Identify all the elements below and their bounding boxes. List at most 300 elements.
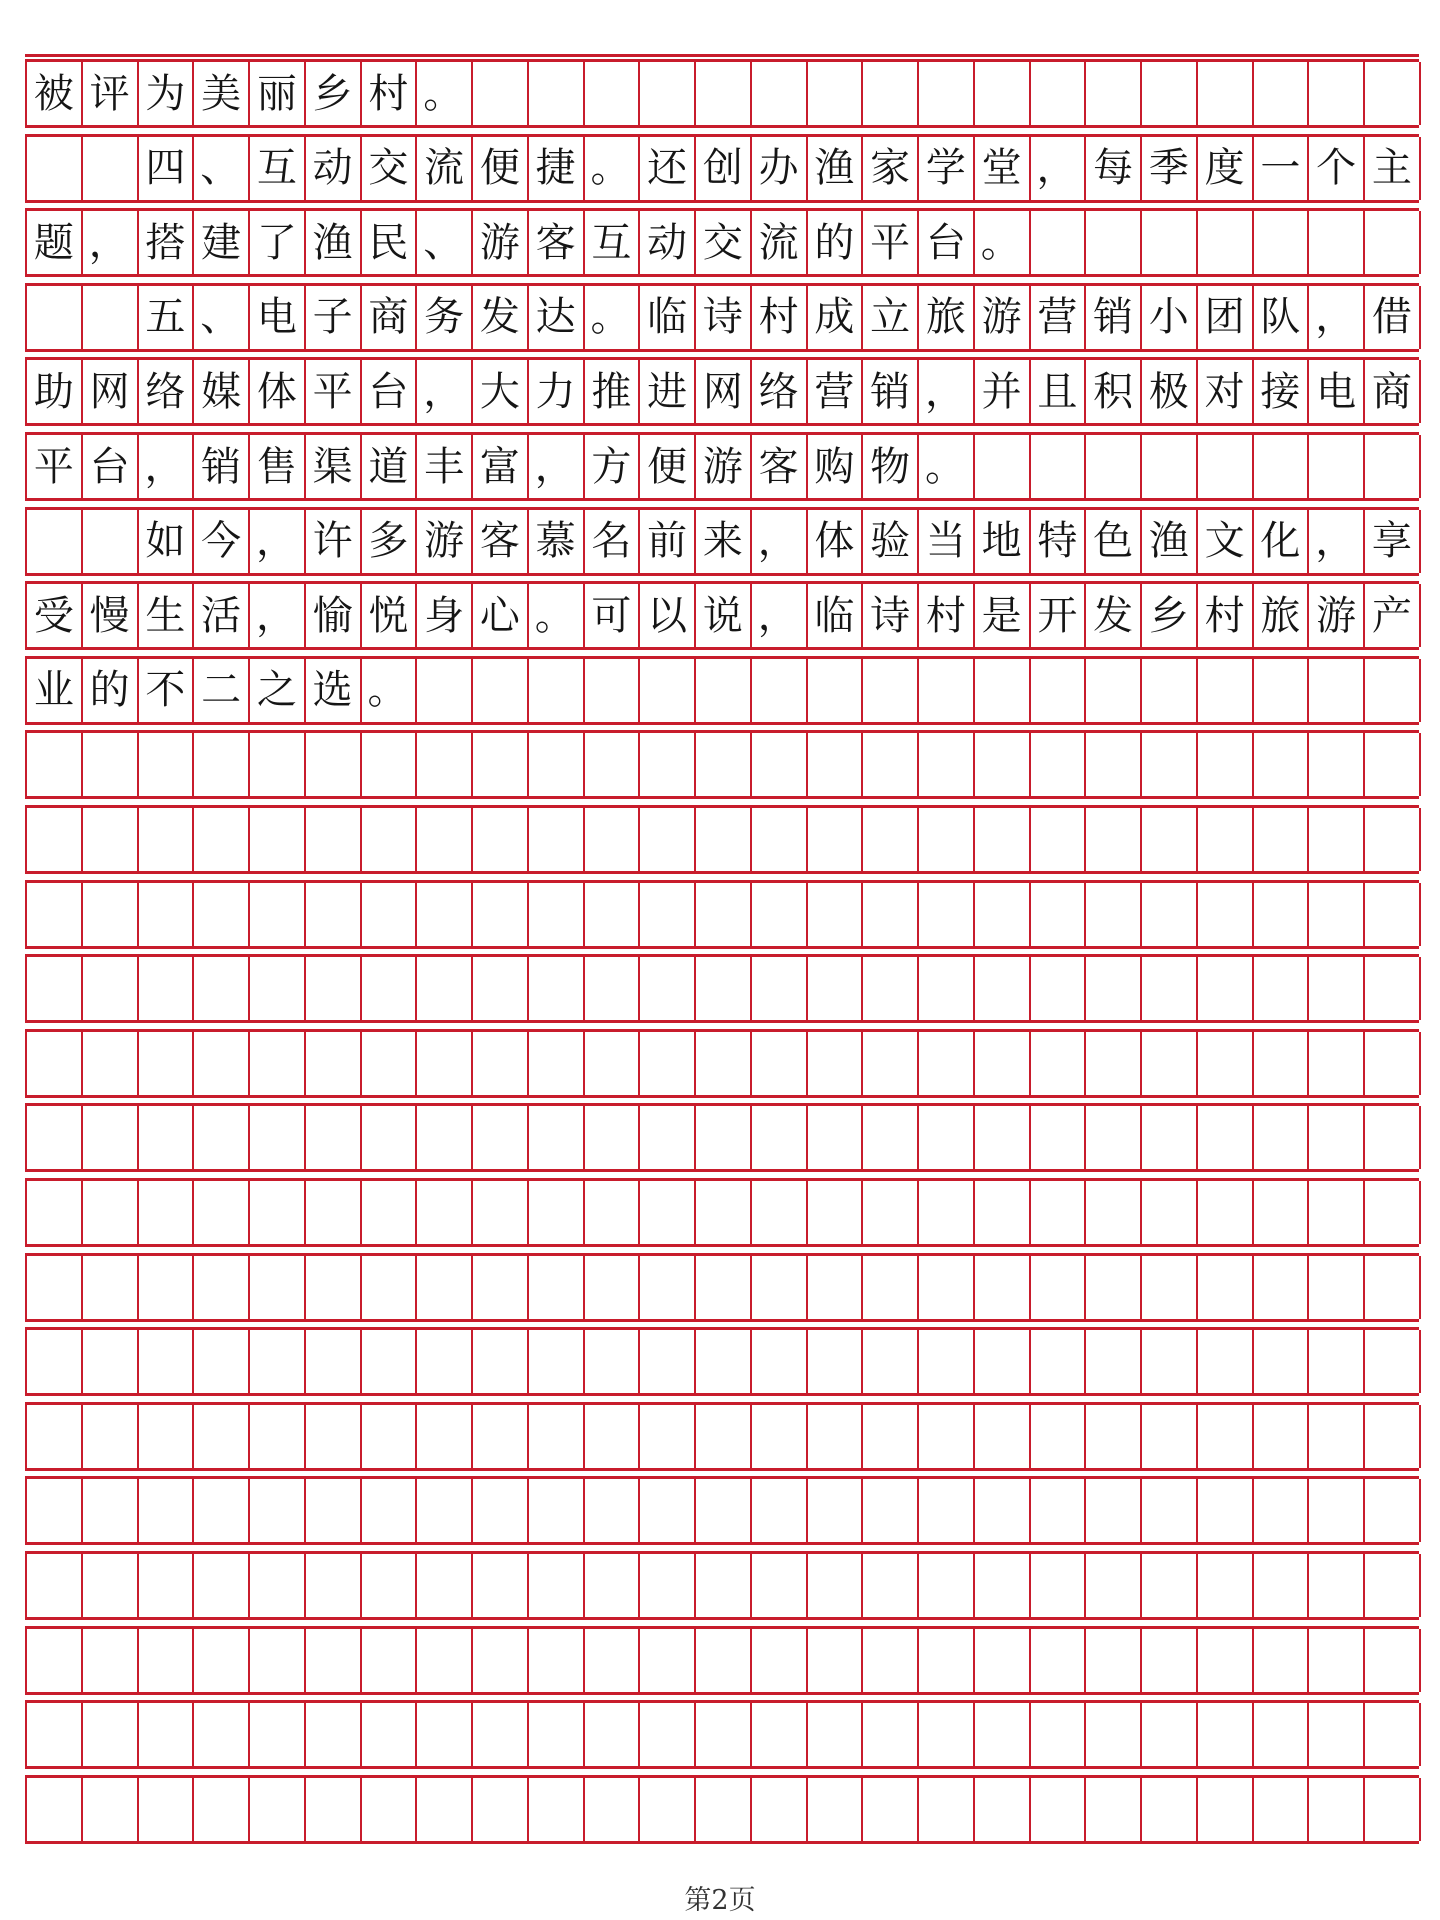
grid-cell-empty bbox=[1198, 1554, 1254, 1617]
grid-char: 方 bbox=[585, 435, 641, 498]
grid-char: 小 bbox=[1142, 286, 1198, 349]
grid-cell-empty bbox=[1142, 1629, 1198, 1692]
grid-char: 乡 bbox=[306, 62, 362, 125]
grid-char: 学 bbox=[919, 137, 975, 200]
grid-cell-empty bbox=[1086, 1703, 1142, 1766]
grid-row bbox=[25, 510, 1419, 573]
grid-char: 可 bbox=[585, 584, 641, 647]
grid-cell-empty bbox=[640, 883, 696, 946]
grid-cell-empty bbox=[752, 1032, 808, 1095]
grid-cell-empty bbox=[417, 1330, 473, 1393]
grid-cell-empty bbox=[306, 1106, 362, 1169]
grid-cell-empty bbox=[975, 1181, 1031, 1244]
grid-char: 络 bbox=[139, 360, 195, 423]
grid-cell-empty bbox=[529, 1405, 585, 1468]
grid-row-rule bbox=[25, 1476, 1419, 1479]
grid-char: 道 bbox=[362, 435, 418, 498]
grid-cell-empty bbox=[306, 1778, 362, 1841]
grid-cell-empty bbox=[139, 1778, 195, 1841]
grid-cell-empty bbox=[1086, 1032, 1142, 1095]
grid-cell-empty bbox=[1198, 1032, 1254, 1095]
grid-cell-empty bbox=[863, 1554, 919, 1617]
grid-row bbox=[25, 1405, 1419, 1468]
grid-cell-empty bbox=[529, 808, 585, 871]
grid-cell-empty bbox=[919, 1479, 975, 1542]
grid-char: 主 bbox=[1365, 137, 1421, 200]
grid-row-rule bbox=[25, 880, 1419, 883]
grid-char: 媒 bbox=[194, 360, 250, 423]
grid-cell-empty bbox=[752, 957, 808, 1020]
grid-char: ， bbox=[250, 584, 306, 647]
grid-char: 客 bbox=[473, 510, 529, 573]
grid-cell-empty bbox=[1309, 1703, 1365, 1766]
grid-cell-empty bbox=[194, 1479, 250, 1542]
grid-cell-empty bbox=[1365, 1405, 1421, 1468]
grid-cell-empty bbox=[1086, 733, 1142, 796]
grid-char: 渔 bbox=[1142, 510, 1198, 573]
grid-cell-empty bbox=[194, 1106, 250, 1169]
grid-row-rule bbox=[25, 1319, 1419, 1322]
grid-char: 力 bbox=[529, 360, 585, 423]
grid-row-rule bbox=[25, 1626, 1419, 1629]
grid-cell-empty bbox=[417, 1479, 473, 1542]
grid-char: 售 bbox=[250, 435, 306, 498]
grid-char: 、 bbox=[194, 137, 250, 200]
grid-row-rule bbox=[25, 946, 1419, 949]
grid-cell-empty bbox=[1142, 1256, 1198, 1319]
grid-char: 。 bbox=[362, 659, 418, 722]
grid-cell-empty bbox=[752, 1181, 808, 1244]
grid-cell-empty bbox=[808, 1330, 864, 1393]
grid-cell-empty bbox=[863, 659, 919, 722]
grid-cell-empty bbox=[585, 1256, 641, 1319]
grid-cell-empty bbox=[808, 659, 864, 722]
grid-cell-empty bbox=[250, 1405, 306, 1468]
grid-char: 度 bbox=[1198, 137, 1254, 200]
grid-char: 互 bbox=[250, 137, 306, 200]
grid-char: 文 bbox=[1198, 510, 1254, 573]
grid-cell-empty bbox=[1142, 1554, 1198, 1617]
composition-grid-paper bbox=[25, 54, 1419, 1867]
grid-cell-empty bbox=[417, 733, 473, 796]
grid-char: 渔 bbox=[306, 211, 362, 274]
grid-cell-empty bbox=[975, 62, 1031, 125]
grid-cell-empty bbox=[194, 733, 250, 796]
grid-cell-empty bbox=[83, 733, 139, 796]
grid-char: 特 bbox=[1031, 510, 1087, 573]
grid-cell-empty bbox=[27, 733, 83, 796]
grid-cell-empty bbox=[417, 883, 473, 946]
grid-row bbox=[25, 1181, 1419, 1244]
grid-cell-empty bbox=[417, 1405, 473, 1468]
grid-cell-empty bbox=[473, 1405, 529, 1468]
grid-cell-empty bbox=[1254, 1106, 1310, 1169]
grid-row bbox=[25, 211, 1419, 274]
grid-char: ， bbox=[1031, 137, 1087, 200]
grid-char: 极 bbox=[1142, 360, 1198, 423]
grid-cell-empty bbox=[473, 1032, 529, 1095]
grid-cell-empty bbox=[975, 1405, 1031, 1468]
grid-cell-empty bbox=[250, 1330, 306, 1393]
grid-cell-empty bbox=[585, 883, 641, 946]
grid-cell-empty bbox=[919, 62, 975, 125]
grid-cell-empty bbox=[1254, 1330, 1310, 1393]
grid-char: 交 bbox=[362, 137, 418, 200]
grid-row-rule bbox=[25, 432, 1419, 435]
grid-cell-empty bbox=[250, 1106, 306, 1169]
grid-cell-empty bbox=[696, 1256, 752, 1319]
grid-cell-empty bbox=[1309, 1106, 1365, 1169]
grid-char: 客 bbox=[752, 435, 808, 498]
grid-cell-empty bbox=[83, 1703, 139, 1766]
grid-cell-empty bbox=[1254, 435, 1310, 498]
grid-cell-empty bbox=[473, 883, 529, 946]
grid-cell-empty bbox=[1142, 733, 1198, 796]
grid-cell-empty bbox=[306, 808, 362, 871]
grid-char: 发 bbox=[473, 286, 529, 349]
grid-cell-empty bbox=[585, 1778, 641, 1841]
grid-cell-empty bbox=[975, 1106, 1031, 1169]
grid-cell-empty bbox=[83, 883, 139, 946]
page-number: 第2页 bbox=[684, 1885, 756, 1916]
grid-cell-empty bbox=[1142, 659, 1198, 722]
grid-char: 当 bbox=[919, 510, 975, 573]
grid-cell-empty bbox=[139, 883, 195, 946]
grid-cell-empty bbox=[696, 1032, 752, 1095]
grid-char: 台 bbox=[362, 360, 418, 423]
grid-cell-empty bbox=[585, 62, 641, 125]
grid-char: 队 bbox=[1254, 286, 1310, 349]
grid-row-rule bbox=[25, 647, 1419, 650]
grid-cell-empty bbox=[1365, 808, 1421, 871]
grid-char: 开 bbox=[1031, 584, 1087, 647]
grid-cell-empty bbox=[919, 883, 975, 946]
grid-cell-empty bbox=[1198, 1330, 1254, 1393]
grid-cell-empty bbox=[808, 1629, 864, 1692]
grid-cell-empty bbox=[752, 1479, 808, 1542]
grid-char: 堂 bbox=[975, 137, 1031, 200]
grid-cell-empty bbox=[1365, 1330, 1421, 1393]
grid-cell-empty bbox=[473, 62, 529, 125]
grid-cell-empty bbox=[1142, 1703, 1198, 1766]
grid-cell-empty bbox=[362, 883, 418, 946]
grid-char: 旅 bbox=[1254, 584, 1310, 647]
grid-char: 民 bbox=[362, 211, 418, 274]
grid-cell-empty bbox=[1309, 435, 1365, 498]
grid-cell-empty bbox=[529, 883, 585, 946]
grid-cell-empty bbox=[1365, 957, 1421, 1020]
grid-row bbox=[25, 957, 1419, 1020]
grid-cell-empty bbox=[473, 957, 529, 1020]
grid-cell-empty bbox=[1198, 1703, 1254, 1766]
grid-row-rule bbox=[25, 805, 1419, 808]
grid-char: ， bbox=[529, 435, 585, 498]
grid-cell-empty bbox=[640, 1330, 696, 1393]
grid-cell-empty bbox=[1031, 1181, 1087, 1244]
grid-cell-empty bbox=[306, 1405, 362, 1468]
grid-char: 平 bbox=[863, 211, 919, 274]
grid-char: 子 bbox=[306, 286, 362, 349]
grid-char: 网 bbox=[696, 360, 752, 423]
grid-cell-empty bbox=[529, 1554, 585, 1617]
grid-cell-empty bbox=[975, 957, 1031, 1020]
grid-char: 以 bbox=[640, 584, 696, 647]
grid-row-rule bbox=[25, 1020, 1419, 1023]
grid-char: 愉 bbox=[306, 584, 362, 647]
grid-char: 五 bbox=[139, 286, 195, 349]
grid-cell-empty bbox=[306, 1479, 362, 1542]
grid-row-rule bbox=[25, 134, 1419, 137]
grid-char: 游 bbox=[696, 435, 752, 498]
grid-char: 悦 bbox=[362, 584, 418, 647]
grid-char: 渔 bbox=[808, 137, 864, 200]
grid-cell-empty bbox=[1309, 1330, 1365, 1393]
grid-cell-empty bbox=[640, 1106, 696, 1169]
grid-cell-empty bbox=[306, 1181, 362, 1244]
grid-char: 是 bbox=[975, 584, 1031, 647]
grid-char: 助 bbox=[27, 360, 83, 423]
grid-cell-empty bbox=[585, 1405, 641, 1468]
grid-cell-empty bbox=[640, 62, 696, 125]
grid-cell-empty bbox=[640, 1703, 696, 1766]
grid-cell-empty bbox=[975, 1256, 1031, 1319]
grid-cell-empty bbox=[83, 137, 139, 200]
grid-char: 动 bbox=[640, 211, 696, 274]
grid-cell-empty bbox=[250, 1629, 306, 1692]
grid-row-rule bbox=[25, 200, 1419, 203]
grid-cell-empty bbox=[362, 733, 418, 796]
grid-cell-empty bbox=[362, 1405, 418, 1468]
grid-cell-empty bbox=[863, 1629, 919, 1692]
grid-cell-empty bbox=[808, 1778, 864, 1841]
grid-cell-empty bbox=[975, 1778, 1031, 1841]
grid-cell-empty bbox=[306, 1554, 362, 1617]
grid-cell-empty bbox=[808, 957, 864, 1020]
grid-row-rule bbox=[25, 1178, 1419, 1181]
grid-char: 游 bbox=[1309, 584, 1365, 647]
grid-cell-empty bbox=[808, 1181, 864, 1244]
grid-cell-empty bbox=[529, 62, 585, 125]
grid-char: 家 bbox=[863, 137, 919, 200]
grid-char: 村 bbox=[752, 286, 808, 349]
grid-cell-empty bbox=[1309, 211, 1365, 274]
grid-cell-empty bbox=[83, 957, 139, 1020]
grid-cell-empty bbox=[696, 1405, 752, 1468]
grid-row-rule bbox=[25, 1253, 1419, 1256]
grid-cell-empty bbox=[27, 808, 83, 871]
grid-row-rule bbox=[25, 357, 1419, 360]
grid-char: ， bbox=[1309, 286, 1365, 349]
grid-char: 前 bbox=[640, 510, 696, 573]
grid-cell-empty bbox=[1031, 1703, 1087, 1766]
grid-row-rule bbox=[25, 954, 1419, 957]
grid-cell-empty bbox=[585, 1330, 641, 1393]
grid-char: 村 bbox=[362, 62, 418, 125]
grid-cell-empty bbox=[752, 808, 808, 871]
grid-cell-empty bbox=[752, 659, 808, 722]
grid-char: 成 bbox=[808, 286, 864, 349]
grid-cell-empty bbox=[83, 1032, 139, 1095]
grid-char: 美 bbox=[194, 62, 250, 125]
grid-char: 诗 bbox=[863, 584, 919, 647]
grid-cell-empty bbox=[1031, 659, 1087, 722]
grid-cell-empty bbox=[696, 957, 752, 1020]
grid-cell-empty bbox=[1086, 659, 1142, 722]
grid-cell-empty bbox=[1309, 1256, 1365, 1319]
grid-cell-empty bbox=[975, 1554, 1031, 1617]
grid-cell-empty bbox=[1198, 211, 1254, 274]
grid-cell-empty bbox=[1365, 62, 1421, 125]
grid-cell-empty bbox=[808, 1554, 864, 1617]
grid-row-rule bbox=[25, 796, 1419, 799]
grid-char: 选 bbox=[306, 659, 362, 722]
grid-cell-empty bbox=[473, 808, 529, 871]
grid-cell-empty bbox=[306, 883, 362, 946]
grid-cell-empty bbox=[1365, 1554, 1421, 1617]
grid-char: 二 bbox=[194, 659, 250, 722]
grid-cell-empty bbox=[808, 1256, 864, 1319]
grid-cell-empty bbox=[1198, 1778, 1254, 1841]
grid-char: 办 bbox=[752, 137, 808, 200]
grid-cell-empty bbox=[1365, 883, 1421, 946]
grid-cell-empty bbox=[1086, 1181, 1142, 1244]
grid-char: 销 bbox=[1086, 286, 1142, 349]
grid-cell-empty bbox=[1254, 1256, 1310, 1319]
grid-cell-empty bbox=[808, 808, 864, 871]
grid-char: 。 bbox=[417, 62, 473, 125]
grid-char: ， bbox=[417, 360, 473, 423]
grid-cell-empty bbox=[1031, 1405, 1087, 1468]
grid-char: ， bbox=[1309, 510, 1365, 573]
grid-cell-empty bbox=[1142, 808, 1198, 871]
grid-cell-empty bbox=[27, 286, 83, 349]
grid-row-rule bbox=[25, 871, 1419, 874]
grid-char: 之 bbox=[250, 659, 306, 722]
grid-cell-empty bbox=[1086, 1405, 1142, 1468]
grid-cell-empty bbox=[696, 1479, 752, 1542]
grid-char: 销 bbox=[863, 360, 919, 423]
grid-char: 题 bbox=[27, 211, 83, 274]
grid-cell-empty bbox=[139, 957, 195, 1020]
grid-cell-empty bbox=[808, 1032, 864, 1095]
grid-cell-empty bbox=[752, 1554, 808, 1617]
grid-char: 团 bbox=[1198, 286, 1254, 349]
grid-cell-empty bbox=[1365, 1106, 1421, 1169]
grid-cell-empty bbox=[696, 1181, 752, 1244]
grid-char: 积 bbox=[1086, 360, 1142, 423]
grid-cell-empty bbox=[1086, 1629, 1142, 1692]
grid-cell-empty bbox=[585, 659, 641, 722]
grid-cell-empty bbox=[250, 1181, 306, 1244]
grid-cell-empty bbox=[808, 1703, 864, 1766]
grid-row bbox=[25, 1554, 1419, 1617]
grid-row-rule bbox=[25, 1841, 1419, 1844]
grid-cell-empty bbox=[640, 1629, 696, 1692]
grid-cell-empty bbox=[139, 1330, 195, 1393]
grid-char: 许 bbox=[306, 510, 362, 573]
grid-row-rule bbox=[25, 1700, 1419, 1703]
grid-cell-empty bbox=[1254, 62, 1310, 125]
grid-cell-empty bbox=[1142, 957, 1198, 1020]
grid-cell-empty bbox=[1086, 1256, 1142, 1319]
grid-cell-empty bbox=[1365, 211, 1421, 274]
grid-cell-empty bbox=[83, 1256, 139, 1319]
grid-char: 游 bbox=[473, 211, 529, 274]
grid-char: 且 bbox=[1031, 360, 1087, 423]
grid-cell-empty bbox=[640, 659, 696, 722]
grid-cell-empty bbox=[863, 1032, 919, 1095]
grid-row-rule bbox=[25, 722, 1419, 725]
grid-cell-empty bbox=[194, 1405, 250, 1468]
grid-cell-empty bbox=[863, 733, 919, 796]
grid-row-rule bbox=[25, 274, 1419, 277]
grid-cell-empty bbox=[194, 1256, 250, 1319]
grid-char: 说 bbox=[696, 584, 752, 647]
grid-row-rule bbox=[25, 1103, 1419, 1106]
grid-cell-empty bbox=[1031, 1629, 1087, 1692]
grid-char: 色 bbox=[1086, 510, 1142, 573]
grid-cell-empty bbox=[250, 808, 306, 871]
grid-cell-empty bbox=[1365, 1703, 1421, 1766]
grid-cell-empty bbox=[306, 1032, 362, 1095]
grid-cell-empty bbox=[417, 1703, 473, 1766]
grid-cell-empty bbox=[362, 1330, 418, 1393]
grid-cell-empty bbox=[975, 733, 1031, 796]
grid-char: 不 bbox=[139, 659, 195, 722]
grid-char: 丽 bbox=[250, 62, 306, 125]
grid-cell-empty bbox=[83, 1629, 139, 1692]
grid-cell-empty bbox=[194, 883, 250, 946]
grid-cell-empty bbox=[83, 1479, 139, 1542]
grid-cell-empty bbox=[1198, 733, 1254, 796]
grid-cell-empty bbox=[1031, 1778, 1087, 1841]
grid-cell-empty bbox=[139, 1256, 195, 1319]
grid-cell-empty bbox=[194, 1032, 250, 1095]
grid-cell-empty bbox=[1254, 1479, 1310, 1542]
grid-char: 台 bbox=[83, 435, 139, 498]
grid-cell-empty bbox=[640, 957, 696, 1020]
grid-cell-empty bbox=[250, 1479, 306, 1542]
grid-char: 对 bbox=[1198, 360, 1254, 423]
grid-cell-empty bbox=[1365, 659, 1421, 722]
grid-cell-empty bbox=[1142, 1330, 1198, 1393]
grid-char: 个 bbox=[1309, 137, 1365, 200]
grid-char: 临 bbox=[808, 584, 864, 647]
grid-cell-empty bbox=[1142, 1405, 1198, 1468]
grid-cell-empty bbox=[975, 659, 1031, 722]
grid-cell-empty bbox=[752, 1629, 808, 1692]
grid-cell-empty bbox=[975, 883, 1031, 946]
grid-cell-empty bbox=[696, 1778, 752, 1841]
grid-cell-empty bbox=[1086, 1554, 1142, 1617]
grid-cell-empty bbox=[863, 808, 919, 871]
grid-row-rule bbox=[25, 349, 1419, 352]
grid-cell-empty bbox=[27, 883, 83, 946]
grid-cell-empty bbox=[640, 1479, 696, 1542]
grid-cell-empty bbox=[696, 1554, 752, 1617]
grid-cell-empty bbox=[919, 733, 975, 796]
grid-char: 、 bbox=[417, 211, 473, 274]
grid-cell-empty bbox=[919, 1554, 975, 1617]
grid-char: 动 bbox=[306, 137, 362, 200]
grid-cell-empty bbox=[139, 1405, 195, 1468]
grid-cell-empty bbox=[362, 1778, 418, 1841]
grid-cell-empty bbox=[306, 1256, 362, 1319]
grid-cell-empty bbox=[863, 1479, 919, 1542]
grid-char: ， bbox=[83, 211, 139, 274]
grid-cell-empty bbox=[1031, 733, 1087, 796]
grid-cell-empty bbox=[194, 1330, 250, 1393]
